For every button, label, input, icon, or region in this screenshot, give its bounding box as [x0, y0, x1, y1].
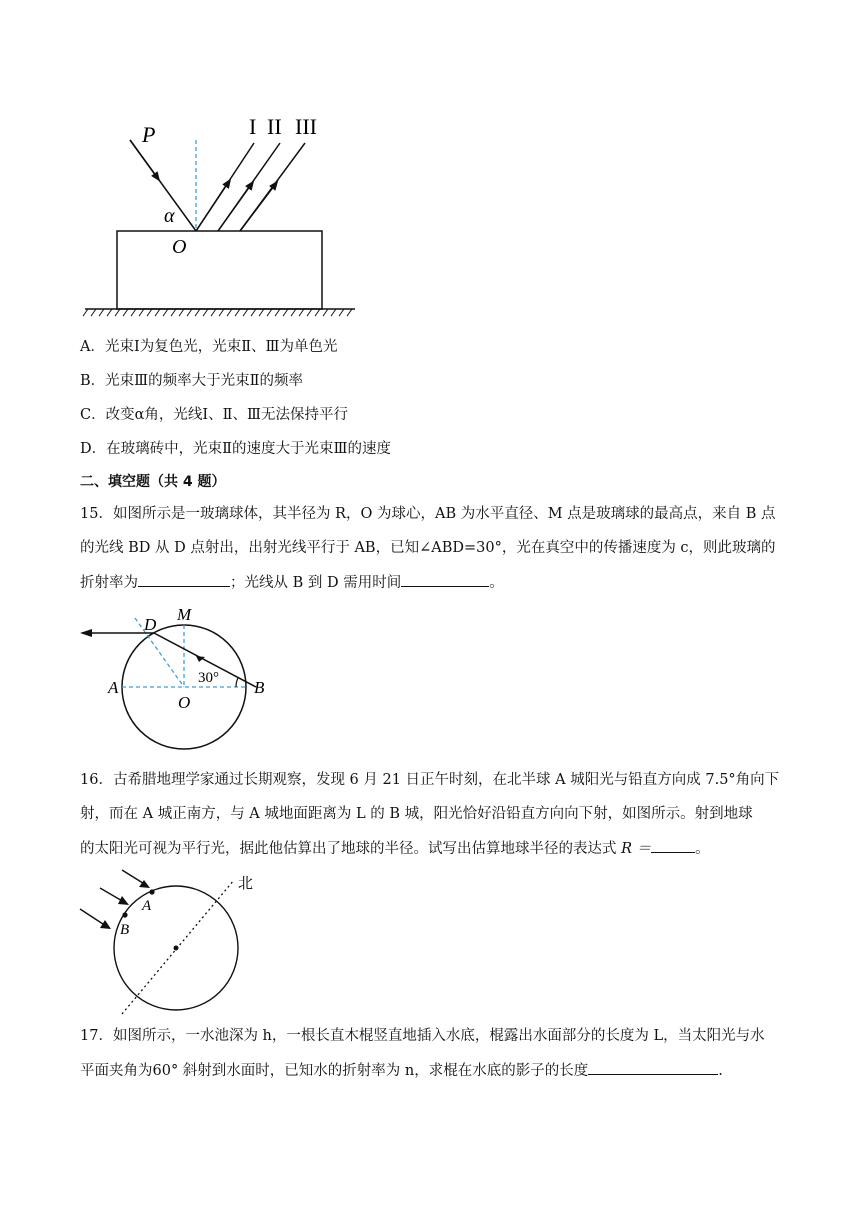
figure-glass-block — [80, 110, 360, 320]
label-beam-2: II — [267, 114, 282, 139]
option-c: C．改变α角，光线Ⅰ、Ⅱ、Ⅲ无法保持平行 — [80, 407, 348, 423]
q15-blank-1[interactable] — [138, 572, 230, 587]
label-alpha: α — [164, 205, 175, 227]
figure-glass-sphere — [78, 600, 278, 756]
q15-line-1: 15．如图所示是一玻璃球体，其半径为 R，O 为球心，AB 为水平直径、M 点是玻璃球的最高点，来自 B 点 — [80, 506, 776, 522]
q16-line-3 — [80, 838, 710, 859]
q16-blank[interactable] — [651, 838, 695, 853]
label-b: B — [254, 678, 265, 697]
q16-text-c: 。 — [695, 841, 710, 857]
option-d: D．在玻璃砖中，光束Ⅱ的速度大于光束Ⅲ的速度 — [80, 441, 391, 457]
q15-text-b: ；光线从 B 到 D 需用时间 — [230, 575, 402, 591]
label-o-sphere: O — [178, 693, 191, 712]
glass-block — [117, 231, 322, 309]
label-m: M — [177, 605, 192, 624]
q15-line-2: 的光线 BD 从 D 点射出，出射光线平行于 AB，已知∠ABD=30°，光在真空中的传播速度为 c，则此玻璃的 — [80, 540, 776, 556]
label-p: P — [142, 122, 156, 147]
q15-text-c: 。 — [489, 575, 504, 591]
label-a-city: A — [142, 898, 152, 914]
label-a: A — [108, 678, 119, 697]
q16-line-1: 16．古希腊地理学家通过长期观察，发现 6 月 21 日正午时刻，在北半球 A 城阳光与铅直方向成 7.5°角向下 — [80, 772, 780, 788]
sun-ray-3 — [80, 909, 106, 926]
q17-blank[interactable] — [588, 1060, 718, 1075]
ground-hatching — [83, 309, 352, 316]
label-d: D — [144, 615, 157, 634]
q16-text-a: 的太阳光可视为平行光，据此他估算出了地球的半径。试写出估算地球半径的表达式 — [80, 841, 617, 857]
q16-line-2: 射，而在 A 城正南方，与 A 城地面距离为 L 的 B 城，阳光恰好沿铅直方向向下射，如图所示。射到地球 — [80, 806, 753, 822]
normal-od — [135, 618, 184, 687]
q17-line-1: 17．如图所示，一水池深为 h，一根长直木棍竖直地插入水底，棍露出水面部分的长度为 L，当太阳光与水 — [80, 1028, 765, 1044]
section-heading: 二、填空题（共 4 题） — [80, 474, 226, 490]
label-angle: 30° — [198, 670, 219, 686]
q17-text-c: . — [718, 1063, 723, 1079]
q15-blank-2[interactable] — [401, 572, 489, 587]
label-beam-1: I — [249, 114, 257, 139]
q17-text-b: 60° 斜射到水面时，已知水的折射率为 n，求棍在水底的影子的长度 — [152, 1063, 589, 1079]
label-o: O — [172, 236, 187, 258]
q17-line-2 — [80, 1060, 723, 1081]
label-beam-3: III — [295, 114, 317, 139]
label-b-city: B — [120, 922, 130, 938]
q17-text-a: 平面夹角为 — [80, 1063, 153, 1079]
figure-earth — [78, 868, 278, 1016]
label-north: 北 — [238, 876, 254, 892]
q15-line-3 — [80, 572, 504, 593]
option-a: A．光束Ⅰ为复色光，光束Ⅱ、Ⅲ为单色光 — [80, 339, 338, 355]
q15-text-a: 折射率为 — [80, 575, 138, 591]
q16-text-r: R ＝ — [621, 841, 652, 857]
option-b: B．光束Ⅲ的频率大于光束Ⅱ的频率 — [80, 373, 303, 389]
